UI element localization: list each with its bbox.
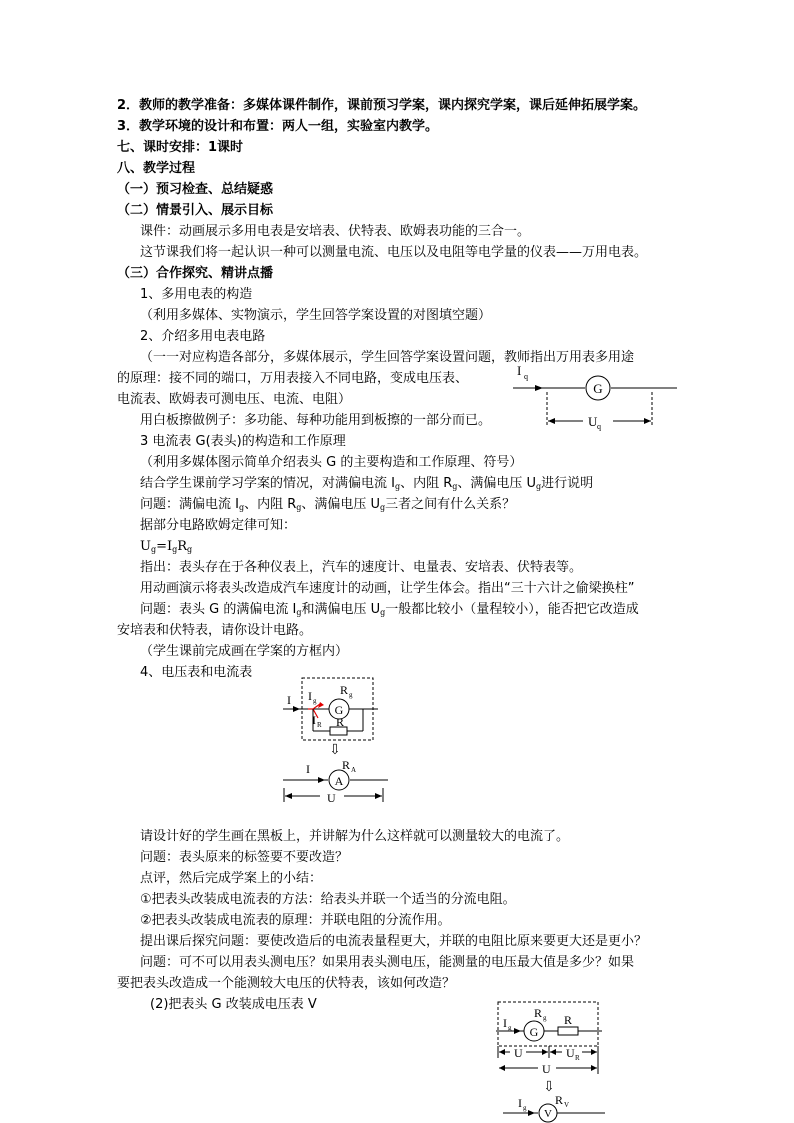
svg-text:g: g <box>349 691 353 699</box>
svg-text:R: R <box>340 683 349 697</box>
svg-text:V: V <box>544 1108 552 1120</box>
svg-text:V: V <box>564 1101 570 1109</box>
svg-text:R: R <box>342 758 351 772</box>
svg-text:U: U <box>588 414 598 429</box>
svg-text:g: g <box>313 697 317 705</box>
svg-text:R: R <box>575 1054 580 1062</box>
line-teaching-environment: 3．教学环境的设计和布置：两人一组，实验室内教学。 <box>117 119 439 134</box>
line-circuit-note-3: 电流表、欧姆表可测电压、电流、电阻） <box>117 392 352 407</box>
svg-text:g: g <box>508 1024 512 1032</box>
svg-text:g: g <box>523 1104 527 1112</box>
line-design-circuit: 安培表和伏特表，请你设计电路。 <box>117 623 313 638</box>
line-summary-method: ①把表头改装成电流表的方法：给表头并联一个适当的分流电阻。 <box>140 892 516 907</box>
line-circuit-intro: 2、介绍多用电表电路 <box>140 329 266 344</box>
line-circuit-note-1: （一一对应构造各部分，多媒体展示，学生回答学案设置问题，教师指出万用表多用途 <box>140 350 635 365</box>
heading-scene-intro: （二）情景引入、展示目标 <box>117 203 274 218</box>
line-voltage-question: 问题：可不可以用表头测电压？如果用表头测电压，能测量的电压最大值是多少？如果 <box>140 955 635 970</box>
svg-text:I: I <box>517 363 522 378</box>
line-modify-question: 问题：表头 G 的满偏电流 $I_g$和满偏电压 $U_g$一般都比较小（量程较小），能否把它改造成 <box>140 602 639 617</box>
svg-text:U: U <box>542 1062 551 1076</box>
svg-text:U: U <box>514 1046 523 1060</box>
galvanometer-diagram <box>505 355 685 435</box>
line-full-scale-explain: 结合学生课前学习学案的情况，对满偏电流 $I_g$、内阻 $R_g$、满偏电压 $U_g$进行说明 <box>140 476 594 491</box>
svg-text:R: R <box>336 715 345 729</box>
svg-text:I: I <box>503 1016 507 1030</box>
line-convert-voltmeter: (2)把表头 G 改装成电压表 V <box>150 997 317 1012</box>
svg-text:I: I <box>308 689 312 703</box>
svg-text:I: I <box>312 713 316 727</box>
down-arrow-icon: ⇩ <box>329 743 341 758</box>
line-voltmeter-design: 要把表头改造成一个能测较大电压的伏特表，该如何改造？ <box>117 976 456 991</box>
line-circuit-note-2: 的原理：接不同的端口，万用表接入不同电路，变成电压表、 <box>117 371 469 386</box>
down-arrow-icon: ⇩ <box>543 1080 555 1095</box>
line-summary: 点评，然后完成学案上的小结： <box>140 871 323 886</box>
heading-preview-check: （一）预习检查、总结疑惑 <box>117 182 274 197</box>
svg-text:R: R <box>564 1013 573 1027</box>
svg-text:U: U <box>327 791 336 805</box>
line-multimeter-intro: 这节课我们将一起认识一种可以测量电流、电压以及电阻等电学量的仪表——万用电表。 <box>140 245 648 260</box>
line-summary-principle: ②把表头改装成电流表的原理：并联电阻的分流作用。 <box>140 913 451 928</box>
svg-text:A: A <box>351 766 357 774</box>
svg-text:U: U <box>566 1046 575 1060</box>
svg-text:A: A <box>334 774 344 788</box>
line-structure-note: （利用多媒体、实物演示，学生回答学案设置的对图填空题） <box>140 308 492 323</box>
heading-cooperative-inquiry: （三）合作探究、精讲点播 <box>117 266 274 281</box>
svg-text:I: I <box>518 1096 522 1110</box>
line-voltmeter-ammeter: 4、电压表和电流表 <box>140 665 253 680</box>
line-blackboard: 请设计好的学生画在黑板上，并讲解为什么这样就可以测量较大的电流了。 <box>140 829 570 844</box>
ammeter-equivalent-diagram <box>280 756 395 808</box>
line-meter-examples: 指出：表头存在于各种仪表上，汽车的速度计、电量表、安培表、伏特表等。 <box>140 560 583 575</box>
svg-text:G: G <box>334 703 344 717</box>
voltmeter-circuit-diagram <box>494 1000 609 1096</box>
line-homework-question: 提出课后探究问题：要使改造后的电流表量程更大，并联的电阻比原来要更大还是更小？ <box>140 934 648 949</box>
line-label-question: 问题：表头原来的标签要不要改造？ <box>140 850 349 865</box>
heading-class-schedule: 七、课时安排：1课时 <box>117 140 244 155</box>
svg-text:R: R <box>534 1006 543 1020</box>
line-galvanometer-note: （利用多媒体图示简单介绍表头 G 的主要构造和工作原理、符号） <box>140 455 523 470</box>
ammeter-circuit-diagram <box>280 676 400 758</box>
svg-text:R: R <box>317 721 322 729</box>
svg-text:I: I <box>287 693 291 707</box>
line-galvanometer-heading: 3 电流表 G(表头)的构造和工作原理 <box>140 434 346 449</box>
line-eraser-example: 用白板擦做例子：多功能、每种功能用到板擦的一部分而已。 <box>140 413 492 428</box>
svg-text:G: G <box>529 1025 539 1039</box>
svg-text:g: g <box>543 1014 547 1022</box>
svg-text:R: R <box>555 1094 564 1107</box>
svg-text:G: G <box>593 381 603 396</box>
line-teacher-preparation: 2．教师的教学准备：多媒体课件制作，课前预习学案，课内探究学案，课后延伸拓展学案。 <box>117 98 647 113</box>
line-structure: 1、多用电表的构造 <box>140 287 253 302</box>
svg-text:I: I <box>306 762 310 776</box>
formula-ug: $U_g=I_gR_g$ <box>140 539 193 554</box>
line-relation-question: 问题：满偏电流 $I_g$、内阻 $R_g$、满偏电压 $U_g$三者之间有什么关系？ <box>140 497 516 512</box>
svg-text:q: q <box>524 372 528 381</box>
line-courseware: 课件：动画展示多用电表是安培表、伏特表、欧姆表功能的三合一。 <box>140 224 531 239</box>
line-ohms-law: 据部分电路欧姆定律可知： <box>140 518 297 533</box>
voltmeter-equivalent-diagram <box>500 1094 610 1123</box>
heading-teaching-process: 八、教学过程 <box>117 161 196 176</box>
line-animation-demo: 用动画演示将表头改造成汽车速度计的动画，让学生体会。指出“三十六计之偷梁换柱” <box>140 581 635 596</box>
svg-text:q: q <box>597 422 601 431</box>
line-student-draw: （学生课前完成画在学案的方框内） <box>140 644 349 659</box>
